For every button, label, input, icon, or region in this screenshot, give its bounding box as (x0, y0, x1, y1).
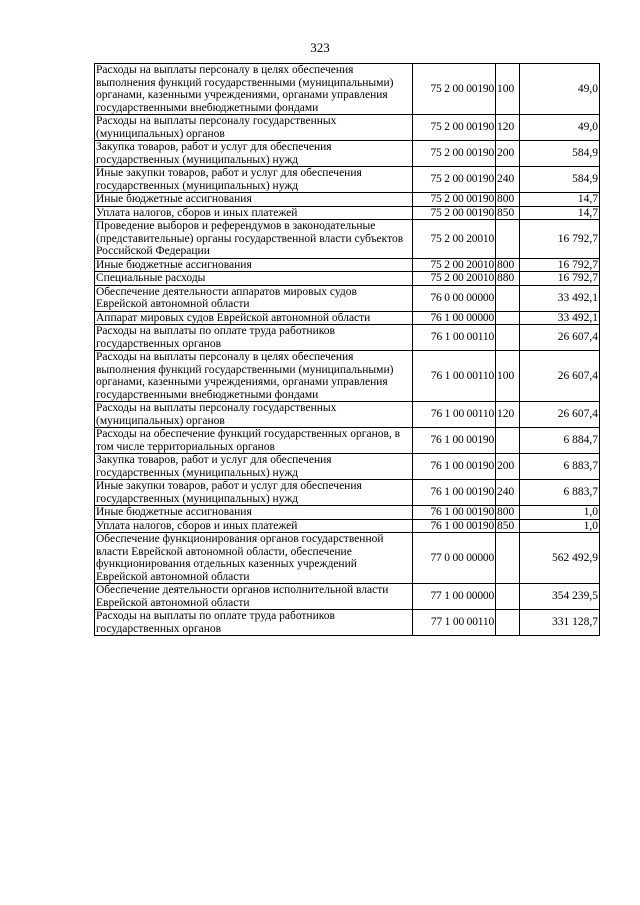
target-article-code-cell: 76 0 00 00000 (413, 285, 496, 311)
target-article-code-cell: 75 2 00 00190 (413, 167, 496, 193)
page-number: 323 (310, 40, 330, 55)
expense-type-cell: 200 (496, 454, 520, 480)
expense-type-cell (496, 311, 520, 325)
target-article-code-cell: 76 1 00 00190 (413, 480, 496, 506)
table-row (95, 351, 600, 402)
table-row (95, 258, 600, 272)
expense-type-cell: 800 (496, 506, 520, 520)
table-row (95, 311, 600, 325)
expense-name-cell: Расходы на выплаты персоналу государственных (муниципальных) органов (95, 402, 413, 428)
expense-name-cell: Расходы на выплаты персоналу государственных (муниципальных) органов (95, 115, 413, 141)
expense-name-cell: Расходы на выплаты персоналу в целях обеспечения выполнения функций государственными (муниципальными) органами, казенными учреждениями, органами управления государственными внебюджетными фондами (95, 351, 413, 402)
expense-type-cell: 850 (496, 206, 520, 220)
expense-type-cell: 240 (496, 167, 520, 193)
target-article-code-cell: 76 1 00 00110 (413, 351, 496, 402)
amount-cell: 26 607,4 (520, 351, 600, 402)
amount-cell: 49,0 (520, 115, 600, 141)
target-article-code-cell: 75 2 00 00190 (413, 193, 496, 207)
expense-name-cell: Расходы на выплаты по оплате труда работников государственных органов (95, 325, 413, 351)
table-row (95, 402, 600, 428)
table-row (95, 325, 600, 351)
budget-table (94, 63, 600, 636)
expense-type-cell: 200 (496, 141, 520, 167)
expense-type-cell (496, 428, 520, 454)
amount-cell: 26 607,4 (520, 325, 600, 351)
target-article-code-cell: 76 1 00 00000 (413, 311, 496, 325)
expense-type-cell (496, 584, 520, 610)
expense-name-cell: Иные бюджетные ассигнования (95, 258, 413, 272)
target-article-code-cell: 75 2 00 00190 (413, 64, 496, 115)
amount-cell: 1,0 (520, 519, 600, 533)
table-row (95, 519, 600, 533)
target-article-code-cell: 75 2 00 20010 (413, 272, 496, 286)
table-row (95, 220, 600, 259)
amount-cell: 14,7 (520, 193, 600, 207)
amount-cell: 354 239,5 (520, 584, 600, 610)
table-row (95, 64, 600, 115)
target-article-code-cell: 75 2 00 00190 (413, 115, 496, 141)
target-article-code-cell: 76 1 00 00190 (413, 506, 496, 520)
expense-type-cell (496, 285, 520, 311)
expense-name-cell: Иные закупки товаров, работ и услуг для обеспечения государственных (муниципальных) нужд (95, 167, 413, 193)
table-row (95, 272, 600, 286)
expense-name-cell: Закупка товаров, работ и услуг для обеспечения государственных (муниципальных) нужд (95, 454, 413, 480)
expense-type-cell: 880 (496, 272, 520, 286)
amount-cell: 16 792,7 (520, 272, 600, 286)
expense-type-cell (496, 610, 520, 636)
expense-name-cell: Иные бюджетные ассигнования (95, 193, 413, 207)
target-article-code-cell: 75 2 00 20010 (413, 220, 496, 259)
expense-type-cell (496, 325, 520, 351)
target-article-code-cell: 76 1 00 00110 (413, 325, 496, 351)
expense-name-cell: Специальные расходы (95, 272, 413, 286)
target-article-code-cell: 75 2 00 00190 (413, 141, 496, 167)
expense-name-cell: Закупка товаров, работ и услуг для обеспечения государственных (муниципальных) нужд (95, 141, 413, 167)
expense-name-cell: Иные закупки товаров, работ и услуг для обеспечения государственных (муниципальных) нужд (95, 480, 413, 506)
expense-type-cell: 100 (496, 64, 520, 115)
table-row (95, 206, 600, 220)
expense-type-cell: 120 (496, 402, 520, 428)
expense-name-cell: Уплата налогов, сборов и иных платежей (95, 206, 413, 220)
amount-cell: 6 884,7 (520, 428, 600, 454)
target-article-code-cell: 76 1 00 00110 (413, 402, 496, 428)
expense-name-cell: Расходы на обеспечение функций государственных органов, в том числе территориальных органов (95, 428, 413, 454)
amount-cell: 33 492,1 (520, 285, 600, 311)
target-article-code-cell: 77 1 00 00000 (413, 584, 496, 610)
table-row (95, 428, 600, 454)
expense-type-cell: 120 (496, 115, 520, 141)
amount-cell: 331 128,7 (520, 610, 600, 636)
budget-table-body (95, 64, 600, 636)
amount-cell: 26 607,4 (520, 402, 600, 428)
table-row (95, 506, 600, 520)
expense-name-cell: Расходы на выплаты персоналу в целях обеспечения выполнения функций государственными (муниципальными) органами, казенными учреждениями, органами управления государственными внебюджетными фондами (95, 64, 413, 115)
expense-name-cell: Уплата налогов, сборов и иных платежей (95, 519, 413, 533)
amount-cell: 14,7 (520, 206, 600, 220)
expense-type-cell: 240 (496, 480, 520, 506)
amount-cell: 6 883,7 (520, 480, 600, 506)
table-row (95, 193, 600, 207)
target-article-code-cell: 77 1 00 00110 (413, 610, 496, 636)
amount-cell: 16 792,7 (520, 258, 600, 272)
table-row (95, 454, 600, 480)
table-row (95, 141, 600, 167)
target-article-code-cell: 75 2 00 00190 (413, 206, 496, 220)
table-row (95, 584, 600, 610)
expense-type-cell: 850 (496, 519, 520, 533)
expense-type-cell: 800 (496, 258, 520, 272)
table-row (95, 533, 600, 584)
amount-cell: 584,9 (520, 167, 600, 193)
amount-cell: 49,0 (520, 64, 600, 115)
expense-type-cell: 100 (496, 351, 520, 402)
expense-name-cell: Обеспечение функционирования органов государственной власти Еврейской автономной области, обеспечение функционирования отдельных казенных учреждений Еврейской автономной области (95, 533, 413, 584)
expense-name-cell: Обеспечение деятельности органов исполнительной власти Еврейской автономной области (95, 584, 413, 610)
amount-cell: 1,0 (520, 506, 600, 520)
target-article-code-cell: 77 0 00 00000 (413, 533, 496, 584)
target-article-code-cell: 76 1 00 00190 (413, 428, 496, 454)
target-article-code-cell: 75 2 00 20010 (413, 258, 496, 272)
expense-name-cell: Иные бюджетные ассигнования (95, 506, 413, 520)
expense-type-cell (496, 220, 520, 259)
table-row (95, 115, 600, 141)
table-row (95, 167, 600, 193)
expense-name-cell: Аппарат мировых судов Еврейской автономной области (95, 311, 413, 325)
amount-cell: 16 792,7 (520, 220, 600, 259)
expense-name-cell: Расходы на выплаты по оплате труда работников государственных органов (95, 610, 413, 636)
table-row (95, 285, 600, 311)
target-article-code-cell: 76 1 00 00190 (413, 519, 496, 533)
expense-name-cell: Обеспечение деятельности аппаратов мировых судов Еврейской автономной области (95, 285, 413, 311)
table-row (95, 610, 600, 636)
expense-name-cell: Проведение выборов и референдумов в законодательные (представительные) органы государственной власти субъектов Российской Федерации (95, 220, 413, 259)
table-row (95, 480, 600, 506)
amount-cell: 584,9 (520, 141, 600, 167)
amount-cell: 33 492,1 (520, 311, 600, 325)
target-article-code-cell: 76 1 00 00190 (413, 454, 496, 480)
amount-cell: 6 883,7 (520, 454, 600, 480)
expense-type-cell: 800 (496, 193, 520, 207)
amount-cell: 562 492,9 (520, 533, 600, 584)
expense-type-cell (496, 533, 520, 584)
